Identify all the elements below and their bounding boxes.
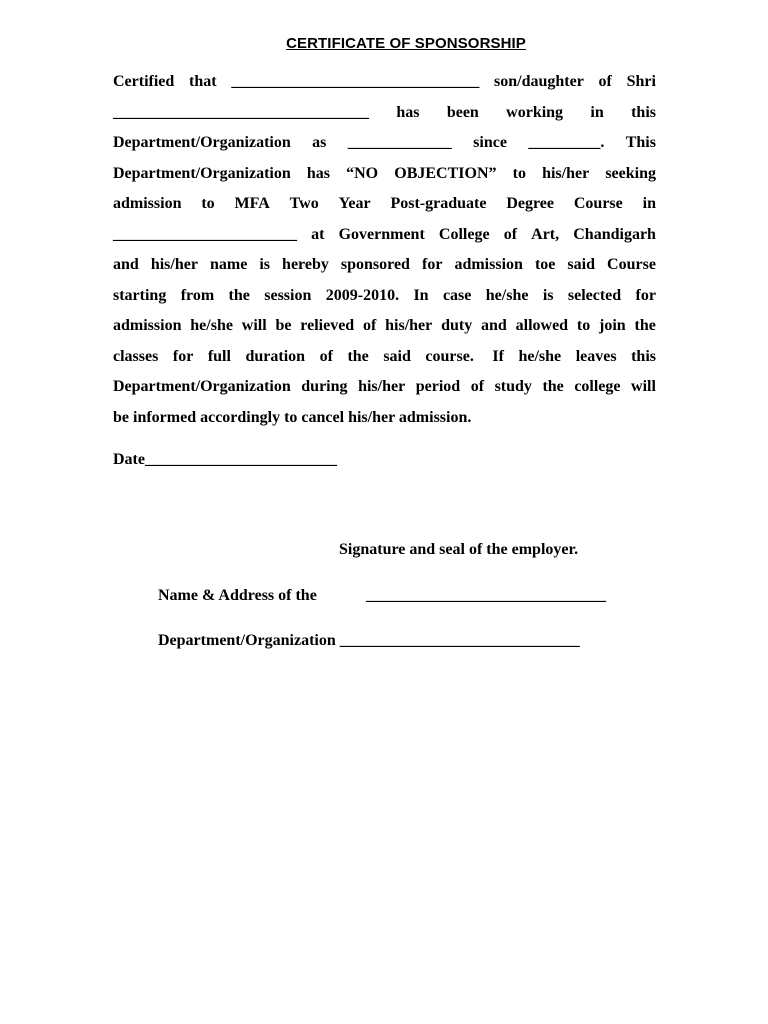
paragraph-word: of <box>503 225 518 243</box>
paragraph-word: is <box>542 286 554 304</box>
paragraph-word: said <box>383 347 411 365</box>
paragraph-word: of <box>363 317 377 334</box>
paragraph-word: name <box>209 256 248 273</box>
paragraph-word: and <box>113 256 139 273</box>
paragraph-word: his/her <box>542 164 590 182</box>
paragraph-word: to <box>576 317 591 334</box>
paragraph-word: his/her <box>358 378 406 395</box>
paragraph-word: admission <box>454 256 523 273</box>
paragraph-word: duty <box>441 317 473 334</box>
name-address-field <box>158 587 606 605</box>
paragraph-word: admission <box>113 195 182 212</box>
paragraph-word: relieved <box>300 317 355 334</box>
paragraph-word: _______________________________ <box>231 73 480 90</box>
paragraph-word: MFA <box>234 195 270 212</box>
paragraph-word: sponsored <box>340 256 410 273</box>
paragraph-word: case <box>442 286 472 304</box>
paragraph-line <box>113 128 656 159</box>
paragraph-word: as <box>312 134 327 151</box>
paragraph-line <box>113 189 656 220</box>
certificate-title: CERTIFICATE OF SPONSORSHIP <box>286 35 526 52</box>
paragraph-word: classes <box>113 347 159 365</box>
paragraph-word: working <box>506 103 564 121</box>
paragraph-line <box>113 311 656 342</box>
paragraph-word: the <box>347 347 369 365</box>
paragraph-word: in <box>642 195 656 212</box>
paragraph-word: for <box>635 286 656 304</box>
paragraph-line <box>113 372 656 403</box>
paragraph-word: seeking <box>605 164 656 182</box>
paragraph-word: course. <box>425 347 474 365</box>
paragraph-word: is <box>259 256 271 273</box>
paragraph-word: to <box>201 195 215 212</box>
paragraph-word: will <box>631 378 656 395</box>
paragraph-word: Two <box>289 195 319 212</box>
paragraph-word: the <box>228 286 250 304</box>
paragraph-line <box>113 281 656 312</box>
paragraph-word: of <box>470 378 485 395</box>
paragraph-word: Post-graduate <box>390 195 487 212</box>
paragraph-line <box>113 342 656 373</box>
paragraph-word: “NO <box>346 164 379 182</box>
paragraph-word: Chandigarh <box>573 225 656 243</box>
paragraph-word: ________________________________ <box>113 103 369 121</box>
paragraph-word: since <box>473 134 507 151</box>
paragraph-word: join <box>599 317 626 334</box>
paragraph-word: he/she <box>485 286 529 304</box>
paragraph-word: This <box>625 134 656 151</box>
paragraph-word: the <box>634 317 656 334</box>
paragraph-word: OBJECTION” <box>394 164 497 182</box>
certificate-body <box>113 67 656 433</box>
paragraph-word: _______________________ <box>113 225 297 243</box>
paragraph-word: Year <box>338 195 371 212</box>
paragraph-word: this <box>631 347 656 365</box>
paragraph-word: during <box>301 378 348 395</box>
paragraph-word: full <box>207 347 231 365</box>
signature-label: Signature and seal of the employer. <box>339 541 579 558</box>
paragraph-word: Course <box>607 256 656 273</box>
paragraph-word: for <box>421 256 443 273</box>
paragraph-word: allowed <box>515 317 569 334</box>
paragraph-word: will <box>241 317 267 334</box>
paragraph-line <box>113 159 656 190</box>
paragraph-word: session <box>264 286 312 304</box>
paragraph-word: 2009-2010. <box>325 286 400 304</box>
paragraph-word: Degree <box>506 195 554 212</box>
paragraph-word: be <box>275 317 292 334</box>
paragraph-word: Department/Organization <box>113 164 291 182</box>
paragraph-word: college <box>574 378 621 395</box>
paragraph-word: and <box>481 317 507 334</box>
paragraph-word: the <box>542 378 564 395</box>
paragraph-word: starting <box>113 286 167 304</box>
name-address-blank: ______________________________ <box>366 587 606 604</box>
paragraph-word: _____________ <box>347 134 452 151</box>
paragraph-word: leaves <box>575 347 617 365</box>
paragraph-word: his/her <box>150 256 198 273</box>
paragraph-word: his/her <box>385 317 433 334</box>
paragraph-line <box>113 67 656 98</box>
paragraph-word: has <box>306 164 330 182</box>
department-field: Department/Organization ______________________________ <box>158 632 580 649</box>
paragraph-word: son/daughter <box>494 73 584 90</box>
paragraph-word: College <box>438 225 490 243</box>
paragraph-word: at <box>311 225 325 243</box>
paragraph-word: duration <box>245 347 306 365</box>
paragraph-word: Shri <box>626 73 656 90</box>
paragraph-line <box>113 250 656 281</box>
paragraph-word: he/she <box>518 347 562 365</box>
paragraph-word: in <box>590 103 604 121</box>
paragraph-word: this <box>631 103 656 121</box>
paragraph-word: Certified <box>113 73 175 90</box>
paragraph-word: Department/Organization <box>113 134 291 151</box>
paragraph-word: period <box>415 378 461 395</box>
paragraph-word: _________. <box>528 134 605 151</box>
paragraph-word: selected <box>567 286 622 304</box>
name-address-label: Name & Address of the <box>158 587 317 604</box>
date-field: Date________________________ <box>113 451 337 468</box>
paragraph-word: he/she <box>190 317 233 334</box>
paragraph-word: admission <box>113 317 182 334</box>
paragraph-word: Department/Organization <box>113 378 291 395</box>
paragraph-word: to <box>512 164 526 182</box>
paragraph-word: In <box>413 286 429 304</box>
paragraph-word: of <box>319 347 333 365</box>
paragraph-word: If <box>488 347 504 365</box>
paragraph-word: hereby <box>282 256 329 273</box>
paragraph-word: from <box>180 286 215 304</box>
paragraph-word: Course <box>573 195 623 212</box>
paragraph-word: Art, <box>531 225 560 243</box>
paragraph-word: of <box>598 73 612 90</box>
paragraph-word: that <box>189 73 217 90</box>
paragraph-word: Government <box>338 225 425 243</box>
paragraph-word: said <box>567 256 595 273</box>
paragraph-word: toe <box>534 256 556 273</box>
paragraph-word: study <box>494 378 532 395</box>
paragraph-line <box>113 220 656 251</box>
paragraph-word: has <box>396 103 420 121</box>
paragraph-last-line: be informed accordingly to cancel his/her admission. <box>113 408 472 426</box>
certificate-paragraph <box>113 67 656 403</box>
paragraph-line <box>113 98 656 129</box>
paragraph-word: been <box>446 103 479 121</box>
paragraph-word: for <box>172 347 194 365</box>
